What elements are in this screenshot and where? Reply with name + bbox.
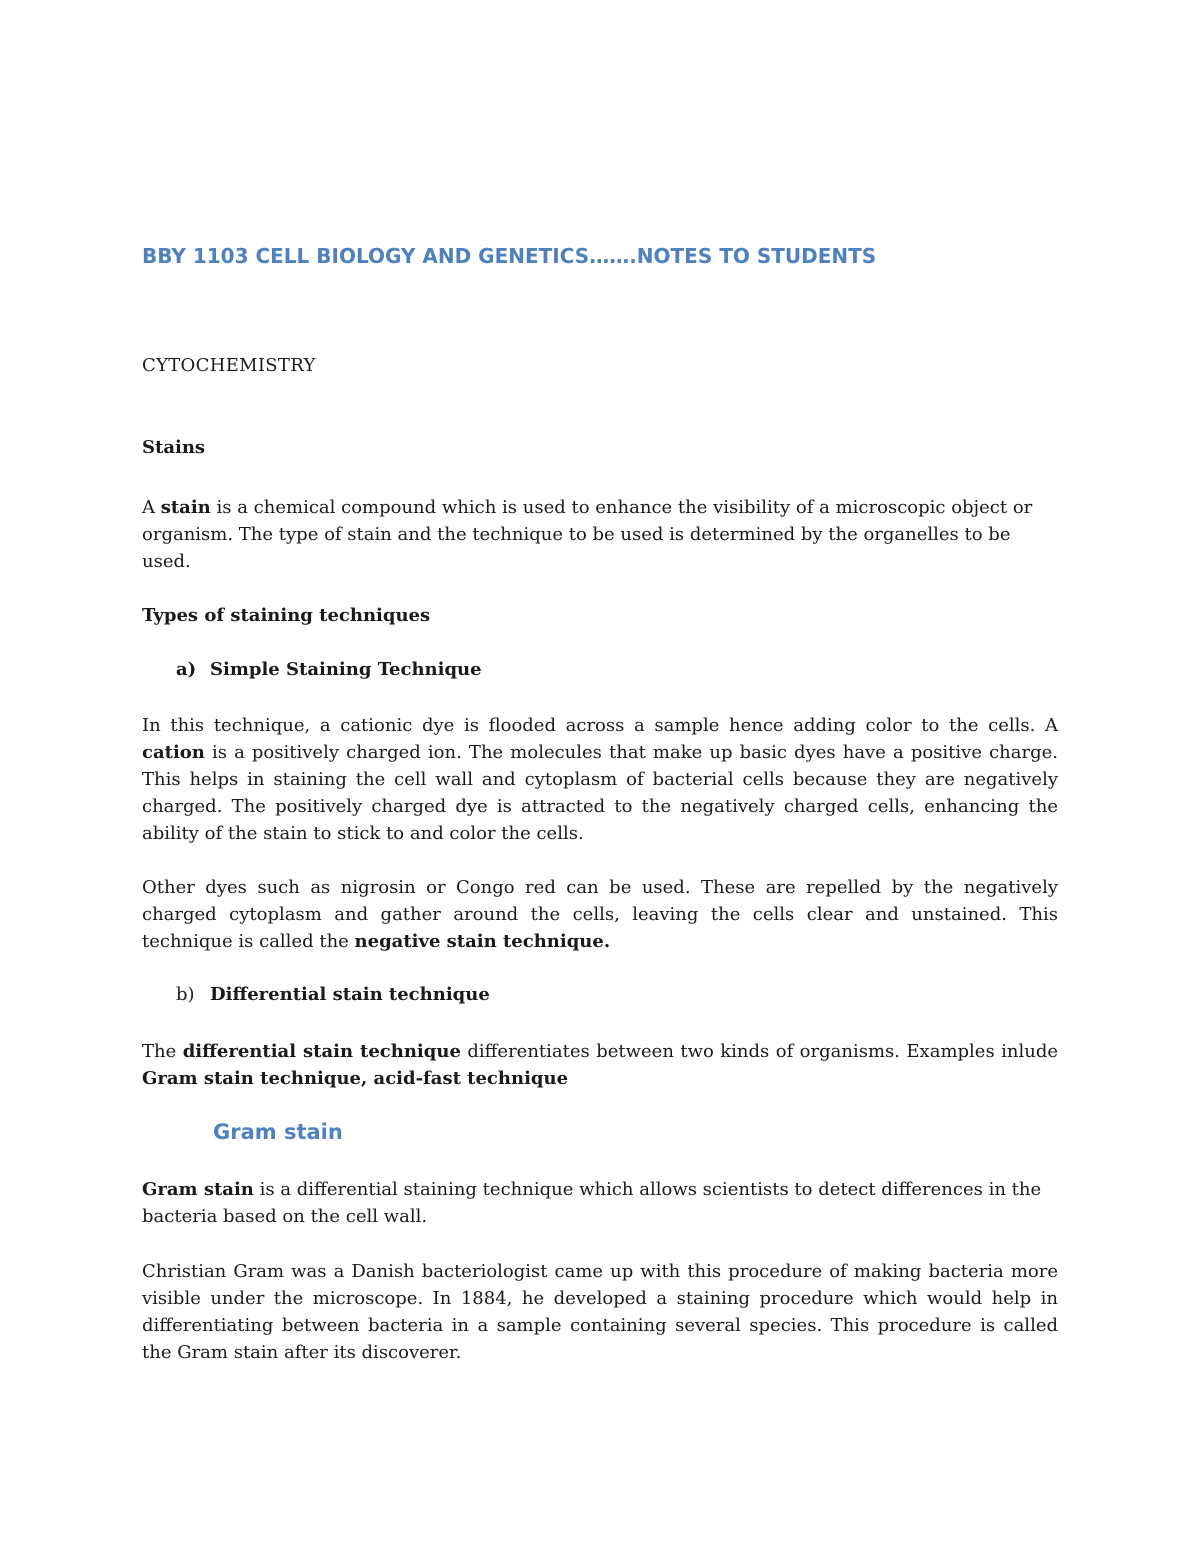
heading-gram-stain: Gram stain: [213, 1120, 343, 1144]
list-item-label: Simple Staining Technique: [210, 659, 482, 680]
paragraph-stain-definition: [142, 494, 1058, 575]
heading-stains: Stains: [142, 437, 206, 458]
bold-term-cation: cation: [142, 742, 205, 763]
paragraph-simple-staining: [142, 712, 1058, 847]
text-run: In this technique, a cationic dye is flooded across a sample hence adding color to the cells. A: [142, 715, 1058, 736]
list-item-label: Differential stain technique: [210, 984, 490, 1005]
text-run: differentiates between two kinds of organisms. Examples inlude: [460, 1041, 1058, 1062]
bold-term-gram-stain: Gram stain: [142, 1179, 254, 1200]
section-heading-cytochemistry: CYTOCHEMISTRY: [142, 355, 316, 376]
paragraph-negative-stain: [142, 874, 1058, 955]
text-run: The: [142, 1041, 183, 1062]
paragraph-christian-gram: Christian Gram was a Danish bacteriologist came up with this procedure of making bacteria more visible under the microscope. In 1884, he developed a staining procedure which would help in differentiating between bacteria in a sample containing several species. This procedure is called the Gram stain after its discoverer.: [142, 1261, 1058, 1363]
text-run: is a positively charged ion. The molecules that make up basic dyes have a positive charge. This helps in staining the cell wall and cytoplasm of bacterial cells because they are negatively charged. The positively charged dye is attracted to the negatively charged cells, enhancing the ability of the stain to stick to and color the cells.: [142, 742, 1058, 844]
bold-term-differential: differential stain technique: [182, 1041, 461, 1062]
paragraph-gram-stain-definition: [142, 1176, 1042, 1230]
text-run: A: [142, 497, 161, 518]
text-run: is a differential staining technique which allows scientists to detect differences in the bacteria based on the cell wall.: [142, 1179, 1042, 1227]
text-run: is a chemical compound which is used to enhance the visibility of a microscopic object or organism. The type of stain and the technique to be used is determined by the organelles to be used.: [142, 497, 1033, 572]
list-item-simple-staining: [176, 659, 1092, 680]
bold-term-stain: stain: [160, 497, 211, 518]
list-marker: b): [176, 984, 195, 1005]
document-title: BBY 1103 CELL BIOLOGY AND GENETICS…….NOTES TO STUDENTS: [142, 244, 877, 268]
paragraph-differential-stain: [142, 1038, 1058, 1092]
heading-types-of-staining: Types of staining techniques: [142, 605, 431, 626]
list-marker: a): [176, 659, 197, 680]
text-run: Other dyes such as nigrosin or Congo red can be used. These are repelled by the negatively charged cytoplasm and gather around the cells, leaving the cells clear and unstained. This technique is called the: [142, 877, 1058, 952]
bold-term-negative-stain: negative stain technique.: [354, 931, 611, 952]
list-item-differential-stain: [176, 984, 1092, 1005]
bold-term-examples: Gram stain technique, acid-fast technique: [142, 1068, 569, 1089]
